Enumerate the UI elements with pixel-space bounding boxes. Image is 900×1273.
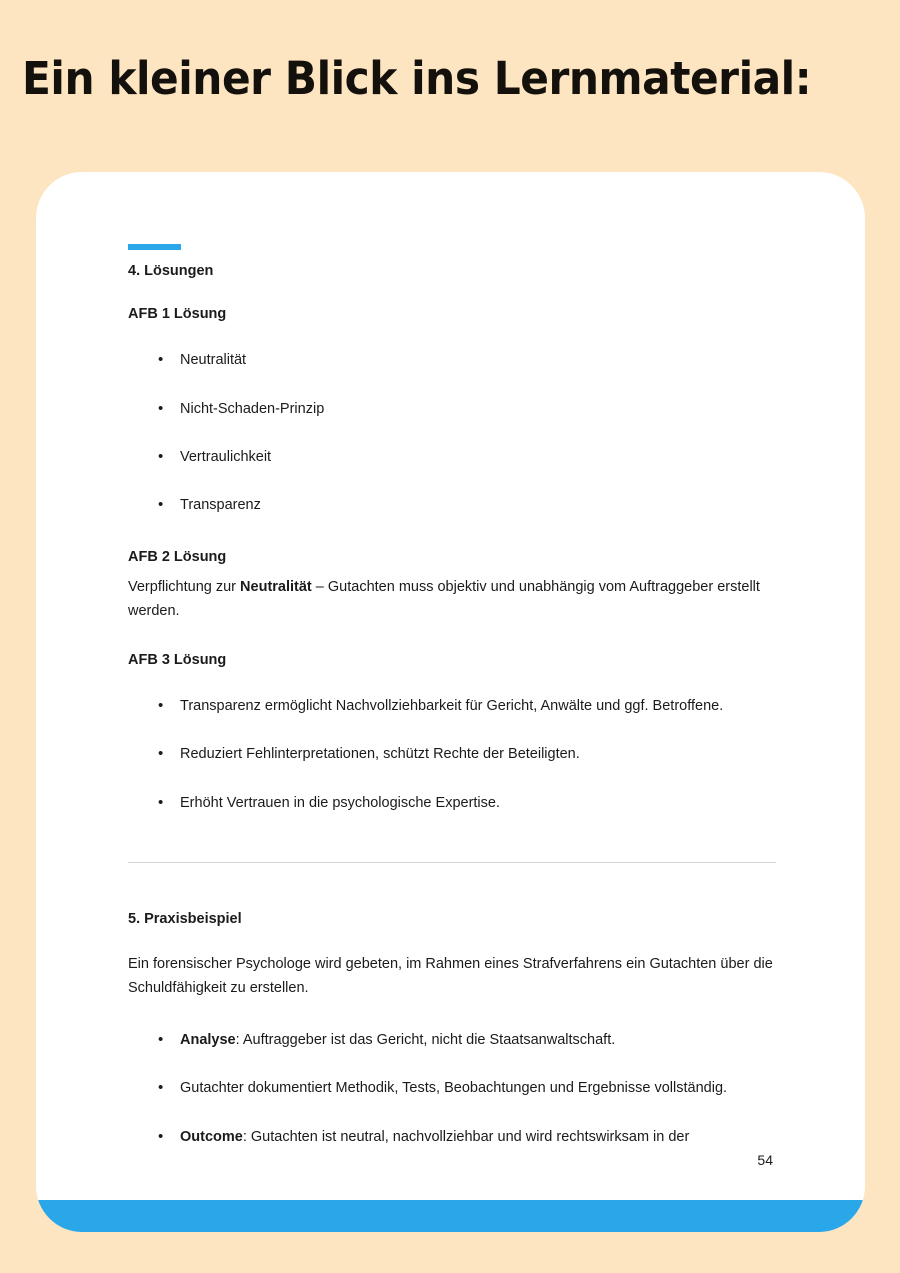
- footer-bar: [36, 1200, 865, 1232]
- list-item: • Transparenz: [128, 494, 776, 516]
- list-item: • Gutachter dokumentiert Methodik, Tests, Beobachtungen und Ergebnisse vollständig.: [128, 1077, 776, 1099]
- praxis-list: [128, 1029, 776, 1148]
- spacer: [128, 535, 776, 547]
- list-item: • Transparenz ermöglicht Nachvollziehbarkeit für Gericht, Anwälte und ggf. Betroffene.: [128, 695, 776, 717]
- list-item: • Reduziert Fehlinterpretationen, schützt Rechte der Beteiligten.: [128, 743, 776, 765]
- page-title: Ein kleiner Blick ins Lernmaterial:: [22, 52, 812, 105]
- praxis-paragraph: Ein forensischer Psychologe wird gebeten, im Rahmen eines Strafverfahrens ein Gutachten über die Schuldfähigkeit zu erstellen.: [128, 956, 773, 997]
- list-item: • Nicht-Schaden-Prinzip: [128, 398, 776, 420]
- afb2-paragraph: [128, 575, 776, 624]
- section-heading-loesungen: 4. Lösungen: [128, 263, 214, 279]
- afb3-list: [128, 695, 776, 814]
- afb2-text-after: – Gutachten muss objektiv und unabhängig vom Auftraggeber erstellt werden.: [128, 578, 760, 620]
- list-item: [128, 1126, 776, 1148]
- section-divider: [128, 862, 776, 863]
- accent-bar: [128, 244, 181, 250]
- sub-heading-afb2: AFB 2 Lösung: [128, 548, 227, 565]
- afb2-text-bold: Neutralität: [240, 578, 312, 595]
- document-content: [128, 244, 776, 1166]
- list-item: [128, 1029, 776, 1051]
- sub-heading-afb1: AFB 1 Lösung: [128, 306, 227, 323]
- sub-heading-afb3: AFB 3 Lösung: [128, 651, 227, 668]
- list-item: • Neutralität: [128, 349, 776, 371]
- praxis-item3-rest: : Gutachten ist neutral, nachvollziehbar und wird rechtswirksam in der: [242, 1128, 690, 1145]
- afb1-list: [128, 349, 776, 517]
- list-item: • Vertraulichkeit: [128, 446, 776, 468]
- praxis-item1-rest: : Auftraggeber ist das Gericht, nicht die Staatsanwaltschaft.: [235, 1031, 616, 1048]
- document-card: [36, 172, 865, 1232]
- praxis-item1-bold: Analyse: [180, 1031, 236, 1048]
- list-item: • Erhöht Vertrauen in die psychologische Expertise.: [128, 792, 776, 814]
- afb2-text-before: Verpflichtung zur: [128, 578, 241, 595]
- section-heading-praxisbeispiel: 5. Praxisbeispiel: [128, 911, 242, 928]
- page-number: 54: [757, 1152, 773, 1168]
- praxis-item3-bold: Outcome: [180, 1128, 243, 1145]
